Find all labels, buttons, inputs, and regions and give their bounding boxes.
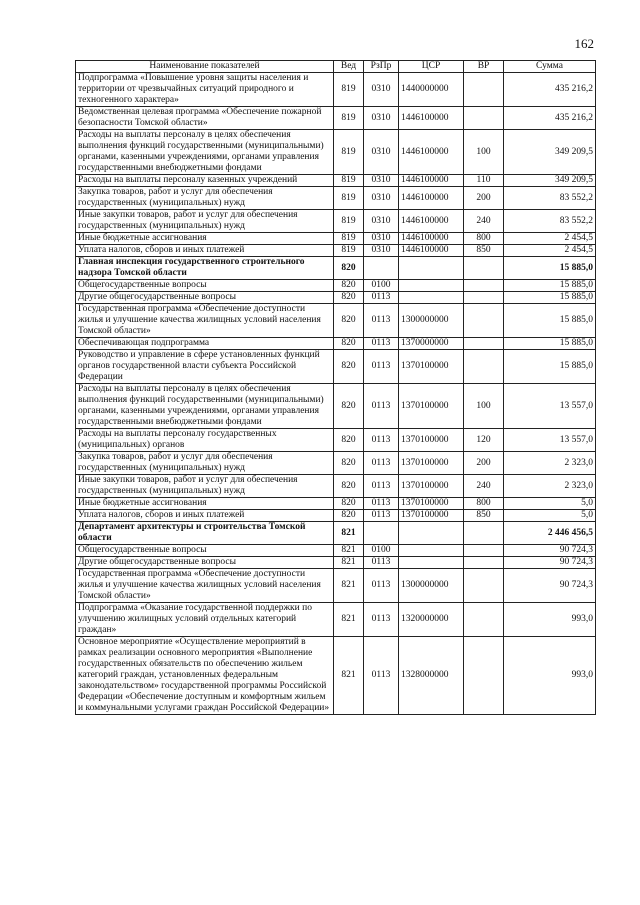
table-row (76, 187, 596, 210)
row-name: Закупка товаров, работ и услуг для обеспечения государственных (муниципальных) нужд (76, 452, 334, 475)
row-csr: 1370100000 (399, 498, 464, 510)
row-csr: 1370100000 (399, 384, 464, 429)
row-sum: 2 446 456,5 (504, 522, 596, 545)
row-rzpr: 0113 (364, 475, 399, 498)
row-name: Иные бюджетные ассигнования (76, 233, 334, 245)
row-rzpr: 0310 (364, 130, 399, 175)
table-row (76, 280, 596, 292)
row-rzpr: 0113 (364, 429, 399, 452)
table-row (76, 257, 596, 280)
row-name: Другие общегосударственные вопросы (76, 292, 334, 304)
row-sum: 15 885,0 (504, 338, 596, 350)
row-sum: 90 724,3 (504, 545, 596, 557)
row-vr: 800 (464, 498, 504, 510)
table-row (76, 475, 596, 498)
row-vr (464, 569, 504, 603)
table-row (76, 522, 596, 545)
table-row (76, 510, 596, 522)
row-sum: 2 323,0 (504, 475, 596, 498)
row-vr: 200 (464, 452, 504, 475)
row-sum: 435 216,2 (504, 107, 596, 130)
table-row (76, 73, 596, 107)
row-sum: 5,0 (504, 510, 596, 522)
table-row (76, 210, 596, 233)
row-rzpr: 0310 (364, 233, 399, 245)
table-row (76, 130, 596, 175)
table-row (76, 637, 596, 715)
row-name: Основное мероприятие «Осуществление мероприятий в рамках реализации основного мероприятия «Выполнение государственных обязательств по обеспечению жильем категорий граждан, установленных федеральным законодательством» государственной программы Российской Федерации «Обеспечение доступным и комфортным жильем и коммунальными услугами граждан Российской Федерации» (76, 637, 334, 715)
row-rzpr: 0113 (364, 292, 399, 304)
row-rzpr (364, 522, 399, 545)
row-ved: 820 (334, 338, 364, 350)
row-csr (399, 545, 464, 557)
table-row (76, 603, 596, 637)
row-sum: 15 885,0 (504, 280, 596, 292)
row-vr: 850 (464, 245, 504, 257)
row-vr: 240 (464, 210, 504, 233)
row-csr: 1446100000 (399, 187, 464, 210)
row-name: Расходы на выплаты персоналу казенных учреждений (76, 175, 334, 187)
row-ved: 819 (334, 210, 364, 233)
row-sum: 90 724,3 (504, 569, 596, 603)
row-ved: 820 (334, 292, 364, 304)
table-row (76, 107, 596, 130)
row-ved: 820 (334, 384, 364, 429)
row-vr: 800 (464, 233, 504, 245)
row-ved: 820 (334, 280, 364, 292)
row-vr: 100 (464, 130, 504, 175)
table-header-row (76, 61, 596, 73)
row-vr (464, 338, 504, 350)
row-name: Обеспечивающая подпрограмма (76, 338, 334, 350)
page-number: 162 (574, 36, 594, 51)
row-ved: 819 (334, 245, 364, 257)
row-name: Иные закупки товаров, работ и услуг для обеспечения государственных (муниципальных) нужд (76, 475, 334, 498)
row-name: Иные закупки товаров, работ и услуг для обеспечения государственных (муниципальных) нужд (76, 210, 334, 233)
row-rzpr: 0310 (364, 210, 399, 233)
row-sum: 993,0 (504, 637, 596, 715)
row-rzpr: 0310 (364, 73, 399, 107)
row-csr: 1370100000 (399, 452, 464, 475)
table-body (76, 73, 596, 715)
row-ved: 820 (334, 498, 364, 510)
row-sum: 83 552,2 (504, 210, 596, 233)
row-sum: 993,0 (504, 603, 596, 637)
row-sum: 15 885,0 (504, 304, 596, 338)
row-ved: 820 (334, 475, 364, 498)
row-sum: 15 885,0 (504, 292, 596, 304)
row-sum: 5,0 (504, 498, 596, 510)
header-sum: Сумма (504, 61, 596, 73)
table-row (76, 233, 596, 245)
row-name: Государственная программа «Обеспечение доступности жилья и улучшение качества жилищных условий населения Томской области» (76, 304, 334, 338)
row-name: Главная инспекция государственного строительного надзора Томской области (76, 257, 334, 280)
row-sum: 90 724,3 (504, 557, 596, 569)
header-name: Наименование показателей (76, 61, 334, 73)
table-row (76, 292, 596, 304)
row-vr (464, 107, 504, 130)
row-vr: 200 (464, 187, 504, 210)
row-name: Расходы на выплаты персоналу в целях обеспечения выполнения функций государственными (муниципальными) органами, казенными учреждениями, органами управления государственными внебюджетными фондами (76, 130, 334, 175)
row-ved: 819 (334, 73, 364, 107)
row-csr (399, 557, 464, 569)
row-rzpr: 0310 (364, 107, 399, 130)
row-ved: 819 (334, 233, 364, 245)
table-row (76, 557, 596, 569)
row-rzpr: 0113 (364, 510, 399, 522)
row-ved: 820 (334, 304, 364, 338)
header-vr: ВР (464, 61, 504, 73)
row-rzpr: 0113 (364, 603, 399, 637)
row-vr: 240 (464, 475, 504, 498)
row-sum: 435 216,2 (504, 73, 596, 107)
row-ved: 820 (334, 350, 364, 384)
row-name: Общегосударственные вопросы (76, 280, 334, 292)
row-vr (464, 257, 504, 280)
row-vr (464, 603, 504, 637)
row-csr: 1320000000 (399, 603, 464, 637)
row-csr (399, 292, 464, 304)
row-vr (464, 350, 504, 384)
table-row (76, 245, 596, 257)
row-sum: 13 557,0 (504, 384, 596, 429)
row-vr (464, 545, 504, 557)
row-ved: 820 (334, 510, 364, 522)
row-rzpr: 0100 (364, 545, 399, 557)
row-name: Государственная программа «Обеспечение доступности жилья и улучшение качества жилищных условий населения Томской области» (76, 569, 334, 603)
row-csr: 1446100000 (399, 210, 464, 233)
row-rzpr: 0310 (364, 245, 399, 257)
row-name: Подпрограмма «Оказание государственной поддержки по улучшению жилищных условий отдельных категорий граждан» (76, 603, 334, 637)
header-csr: ЦСР (399, 61, 464, 73)
row-sum: 13 557,0 (504, 429, 596, 452)
row-csr: 1300000000 (399, 304, 464, 338)
row-sum: 2 323,0 (504, 452, 596, 475)
table-row (76, 384, 596, 429)
table-row (76, 429, 596, 452)
row-vr: 850 (464, 510, 504, 522)
row-csr: 1446100000 (399, 107, 464, 130)
table-row (76, 569, 596, 603)
row-rzpr: 0310 (364, 175, 399, 187)
row-vr: 110 (464, 175, 504, 187)
row-name: Другие общегосударственные вопросы (76, 557, 334, 569)
row-ved: 821 (334, 603, 364, 637)
row-csr: 1328000000 (399, 637, 464, 715)
row-ved: 820 (334, 429, 364, 452)
row-csr: 1446100000 (399, 130, 464, 175)
row-name: Департамент архитектуры и строительства Томской области (76, 522, 334, 545)
row-name: Подпрограмма «Повышение уровня защиты населения и территории от чрезвычайных ситуаций природного и техногенного характера» (76, 73, 334, 107)
row-ved: 819 (334, 175, 364, 187)
table-row (76, 498, 596, 510)
row-name: Расходы на выплаты персоналу государственных (муниципальных) органов (76, 429, 334, 452)
row-name: Уплата налогов, сборов и иных платежей (76, 510, 334, 522)
table-row (76, 545, 596, 557)
row-rzpr: 0113 (364, 498, 399, 510)
table-row (76, 304, 596, 338)
row-ved: 821 (334, 557, 364, 569)
row-name: Руководство и управление в сфере установленных функций органов государственной власти субъекта Российской Федерации (76, 350, 334, 384)
row-sum: 15 885,0 (504, 350, 596, 384)
row-name: Уплата налогов, сборов и иных платежей (76, 245, 334, 257)
row-rzpr: 0113 (364, 569, 399, 603)
row-csr: 1370000000 (399, 338, 464, 350)
row-csr (399, 522, 464, 545)
row-rzpr: 0113 (364, 637, 399, 715)
table-row (76, 452, 596, 475)
row-rzpr: 0113 (364, 338, 399, 350)
row-ved: 819 (334, 130, 364, 175)
row-sum: 2 454,5 (504, 245, 596, 257)
row-csr (399, 257, 464, 280)
row-csr (399, 280, 464, 292)
row-ved: 821 (334, 522, 364, 545)
row-rzpr (364, 257, 399, 280)
row-ved: 820 (334, 257, 364, 280)
row-csr: 1370100000 (399, 510, 464, 522)
row-vr (464, 557, 504, 569)
row-csr: 1446100000 (399, 233, 464, 245)
row-name: Иные бюджетные ассигнования (76, 498, 334, 510)
table-row (76, 175, 596, 187)
row-ved: 819 (334, 187, 364, 210)
row-vr (464, 292, 504, 304)
row-sum: 2 454,5 (504, 233, 596, 245)
header-rzpr: РзПр (364, 61, 399, 73)
row-name: Закупка товаров, работ и услуг для обеспечения государственных (муниципальных) нужд (76, 187, 334, 210)
row-sum: 349 209,5 (504, 130, 596, 175)
row-rzpr: 0100 (364, 280, 399, 292)
row-rzpr: 0113 (364, 557, 399, 569)
row-ved: 821 (334, 637, 364, 715)
row-vr: 120 (464, 429, 504, 452)
header-ved: Вед (334, 61, 364, 73)
row-vr (464, 637, 504, 715)
row-rzpr: 0310 (364, 187, 399, 210)
row-vr (464, 73, 504, 107)
row-csr: 1370100000 (399, 475, 464, 498)
row-sum: 349 209,5 (504, 175, 596, 187)
row-sum: 83 552,2 (504, 187, 596, 210)
row-ved: 820 (334, 452, 364, 475)
row-csr: 1370100000 (399, 429, 464, 452)
row-rzpr: 0113 (364, 350, 399, 384)
budget-table (75, 60, 596, 715)
row-name: Ведомственная целевая программа «Обеспечение пожарной безопасности Томской области» (76, 107, 334, 130)
row-ved: 821 (334, 545, 364, 557)
row-rzpr: 0113 (364, 304, 399, 338)
row-csr: 1440000000 (399, 73, 464, 107)
row-csr: 1370100000 (399, 350, 464, 384)
table-row (76, 350, 596, 384)
row-vr (464, 522, 504, 545)
table-row (76, 338, 596, 350)
row-name: Расходы на выплаты персоналу в целях обеспечения выполнения функций государственными (муниципальными) органами, казенными учреждениями, органами управления государственными внебюджетными фондами (76, 384, 334, 429)
row-csr: 1446100000 (399, 245, 464, 257)
row-sum: 15 885,0 (504, 257, 596, 280)
row-ved: 821 (334, 569, 364, 603)
row-rzpr: 0113 (364, 384, 399, 429)
row-rzpr: 0113 (364, 452, 399, 475)
row-ved: 819 (334, 107, 364, 130)
row-csr: 1300000000 (399, 569, 464, 603)
row-name: Общегосударственные вопросы (76, 545, 334, 557)
row-vr (464, 280, 504, 292)
row-vr: 100 (464, 384, 504, 429)
row-vr (464, 304, 504, 338)
row-csr: 1446100000 (399, 175, 464, 187)
